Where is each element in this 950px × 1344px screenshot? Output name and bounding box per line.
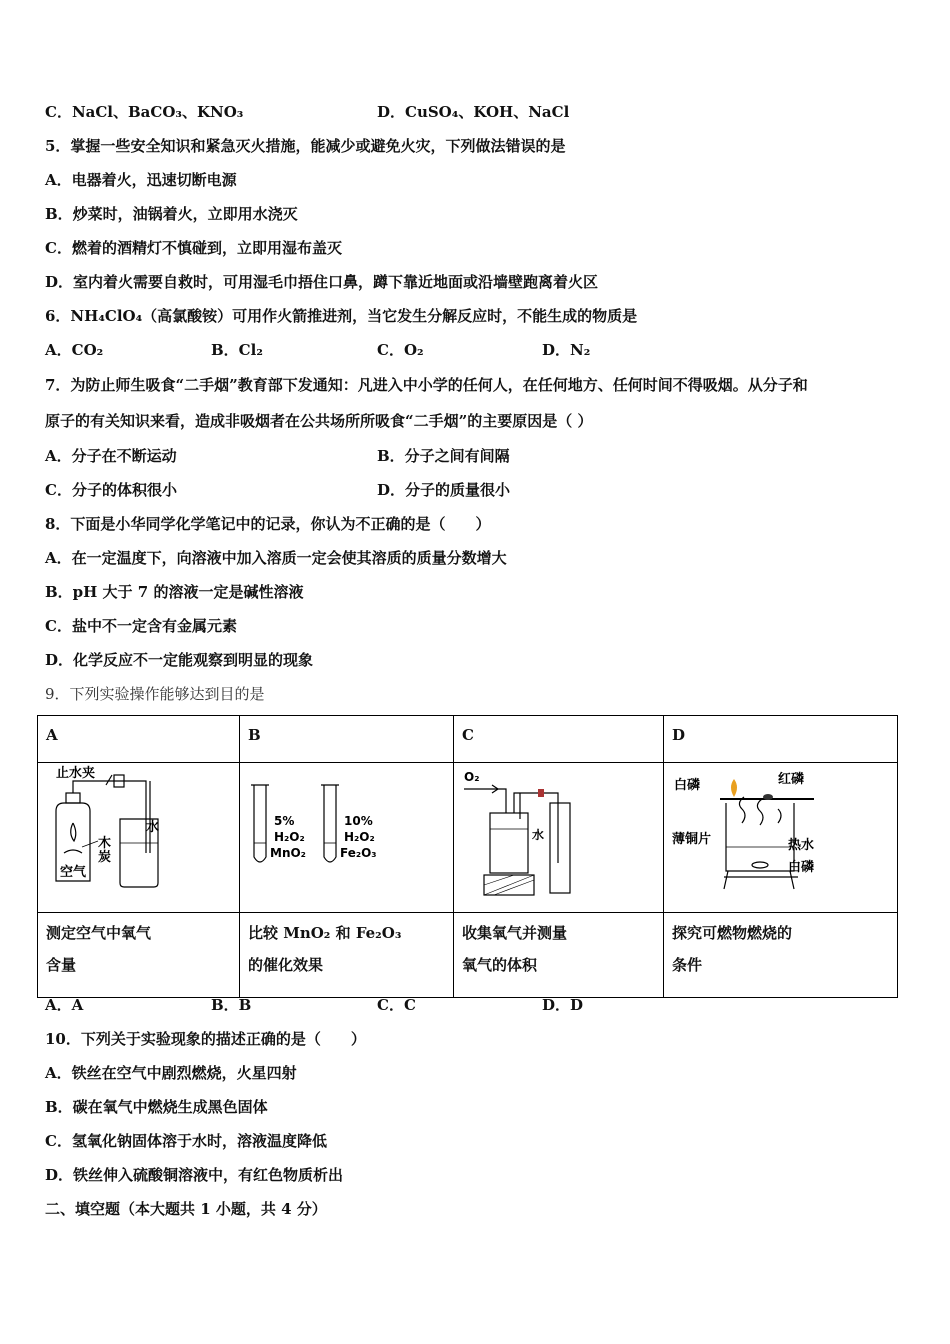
q9-caption-b: 比较 MnO₂ 和 Fe₂O₃ 的催化效果 <box>240 913 454 998</box>
q10-option-b: B．碳在氧气中燃烧生成黑色固体 <box>45 1098 268 1116</box>
q10-option-d: D．铁丝伸入硫酸铜溶液中，有红色物质析出 <box>45 1166 344 1184</box>
fig-d-hot-water-label: 热水 <box>788 838 815 853</box>
q9-header-b: B <box>240 716 454 763</box>
q7-option-d: D．分子的质量很小 <box>377 481 511 499</box>
q9-figure-b <box>240 763 454 913</box>
q9-option-d: D．D <box>542 996 584 1014</box>
fig-b-tube1-catalyst: MnO₂ <box>270 846 306 860</box>
fig-a-clamp-label: 止水夹 <box>56 766 96 781</box>
q9-header-a: A <box>38 716 240 763</box>
catalyst-comparison-diagram <box>240 763 452 908</box>
q6-option-b: B．Cl₂ <box>211 341 263 359</box>
q5-stem: 5．掌握一些安全知识和紧急灭火措施，能减少或避免火灾，下列做法错误的是 <box>45 137 566 155</box>
q8-option-c: C．盐中不一定含有金属元素 <box>45 617 237 635</box>
q7-option-a: A．分子在不断运动 <box>45 447 177 465</box>
q7-option-b: B．分子之间有间隔 <box>377 447 510 465</box>
q9-figure-c <box>454 763 664 913</box>
q7-stem-line1: 7．为防止师生吸食“二手烟”教育部下发通知：凡进入中小学的任何人，在任何地方、任何时间不得吸烟。从分子和 <box>45 376 808 394</box>
q9-figure-d <box>664 763 898 913</box>
q8-option-d: D．化学反应不一定能观察到明显的现象 <box>45 651 314 669</box>
fig-b-tube2-percent: 10% <box>344 814 373 828</box>
q9-caption-c: 收集氧气并测量 氧气的体积 <box>454 913 664 998</box>
fig-b-tube2-catalyst: Fe₂O₃ <box>340 846 377 860</box>
q5-option-d: D．室内着火需要自救时，可用湿毛巾捂住口鼻，蹲下靠近地面或沿墙壁跑离着火区 <box>45 273 599 291</box>
fig-c-gas-label: O₂ <box>464 770 480 784</box>
q9-caption-a: 测定空气中氧气 含量 <box>38 913 240 998</box>
fig-a-charcoal-label-2: 炭 <box>98 850 112 865</box>
q9-option-c: C．C <box>377 996 416 1014</box>
fig-a-charcoal-label-1: 木 <box>98 836 112 851</box>
q4-option-c: C．NaCl、BaCO₃、KNO₃ <box>45 103 244 121</box>
oxygen-collection-diagram <box>454 763 662 908</box>
q10-stem: 10．下列关于实验现象的描述正确的是（ ） <box>45 1030 366 1048</box>
q4-option-d: D．CuSO₄、KOH、NaCl <box>377 103 570 121</box>
section-2-title: 二、填空题（本大题共 1 小题，共 4 分） <box>45 1200 327 1218</box>
q5-option-c: C．燃着的酒精灯不慎碰到，立即用湿布盖灭 <box>45 239 342 257</box>
q9-figure-a <box>38 763 240 913</box>
q6-option-a: A．CO₂ <box>45 341 104 359</box>
q9-experiment-table <box>37 715 898 998</box>
fig-d-white-phosphorus-water-label: 白磷 <box>788 860 815 875</box>
q6-stem: 6．NH₄ClO₄（高氯酸铵）可用作火箭推进剂，当它发生分解反应时，不能生成的物质是 <box>45 307 638 325</box>
fig-d-white-phosphorus-label: 白磷 <box>674 778 701 793</box>
fig-a-water-label: 水 <box>146 820 160 835</box>
q7-option-c: C．分子的体积很小 <box>45 481 177 499</box>
air-oxygen-apparatus-diagram <box>38 763 238 908</box>
q5-option-a: A．电器着火，迅速切断电源 <box>45 171 237 189</box>
q9-header-c: C <box>454 716 664 763</box>
q9-stem: 9．下列实验操作能够达到目的是 <box>45 685 265 703</box>
q10-option-a: A．铁丝在空气中剧烈燃烧，火星四射 <box>45 1064 297 1082</box>
q8-option-a: A．在一定温度下，向溶液中加入溶质一定会使其溶质的质量分数增大 <box>45 549 507 567</box>
fig-b-tube2-solution: H₂O₂ <box>344 830 375 844</box>
q9-caption-d: 探究可燃物燃烧的 条件 <box>664 913 898 998</box>
fig-b-tube1-solution: H₂O₂ <box>274 830 305 844</box>
combustion-conditions-diagram <box>664 763 896 908</box>
fig-d-red-phosphorus-label: 红磷 <box>778 772 805 787</box>
q6-option-c: C．O₂ <box>377 341 424 359</box>
q5-option-b: B．炒菜时，油锅着火，立即用水浇灭 <box>45 205 298 223</box>
fig-a-air-label: 空气 <box>60 865 87 880</box>
fig-b-tube1-percent: 5% <box>274 814 295 828</box>
q7-stem-line2: 原子的有关知识来看，造成非吸烟者在公共场所所吸食“二手烟”的主要原因是（ ） <box>45 412 593 430</box>
q9-option-a: A．A <box>45 996 84 1014</box>
q6-option-d: D．N₂ <box>542 341 591 359</box>
fig-d-copper-sheet-label: 薄铜片 <box>672 832 712 847</box>
q9-header-d: D <box>664 716 898 763</box>
q8-option-b: B．pH 大于 7 的溶液一定是碱性溶液 <box>45 583 304 601</box>
q8-stem: 8．下面是小华同学化学笔记中的记录，你认为不正确的是（ ） <box>45 515 491 533</box>
q10-option-c: C．氢氧化钠固体溶于水时，溶液温度降低 <box>45 1132 327 1150</box>
fig-c-water-label: 水 <box>532 828 545 842</box>
q9-option-b: B．B <box>211 996 252 1014</box>
